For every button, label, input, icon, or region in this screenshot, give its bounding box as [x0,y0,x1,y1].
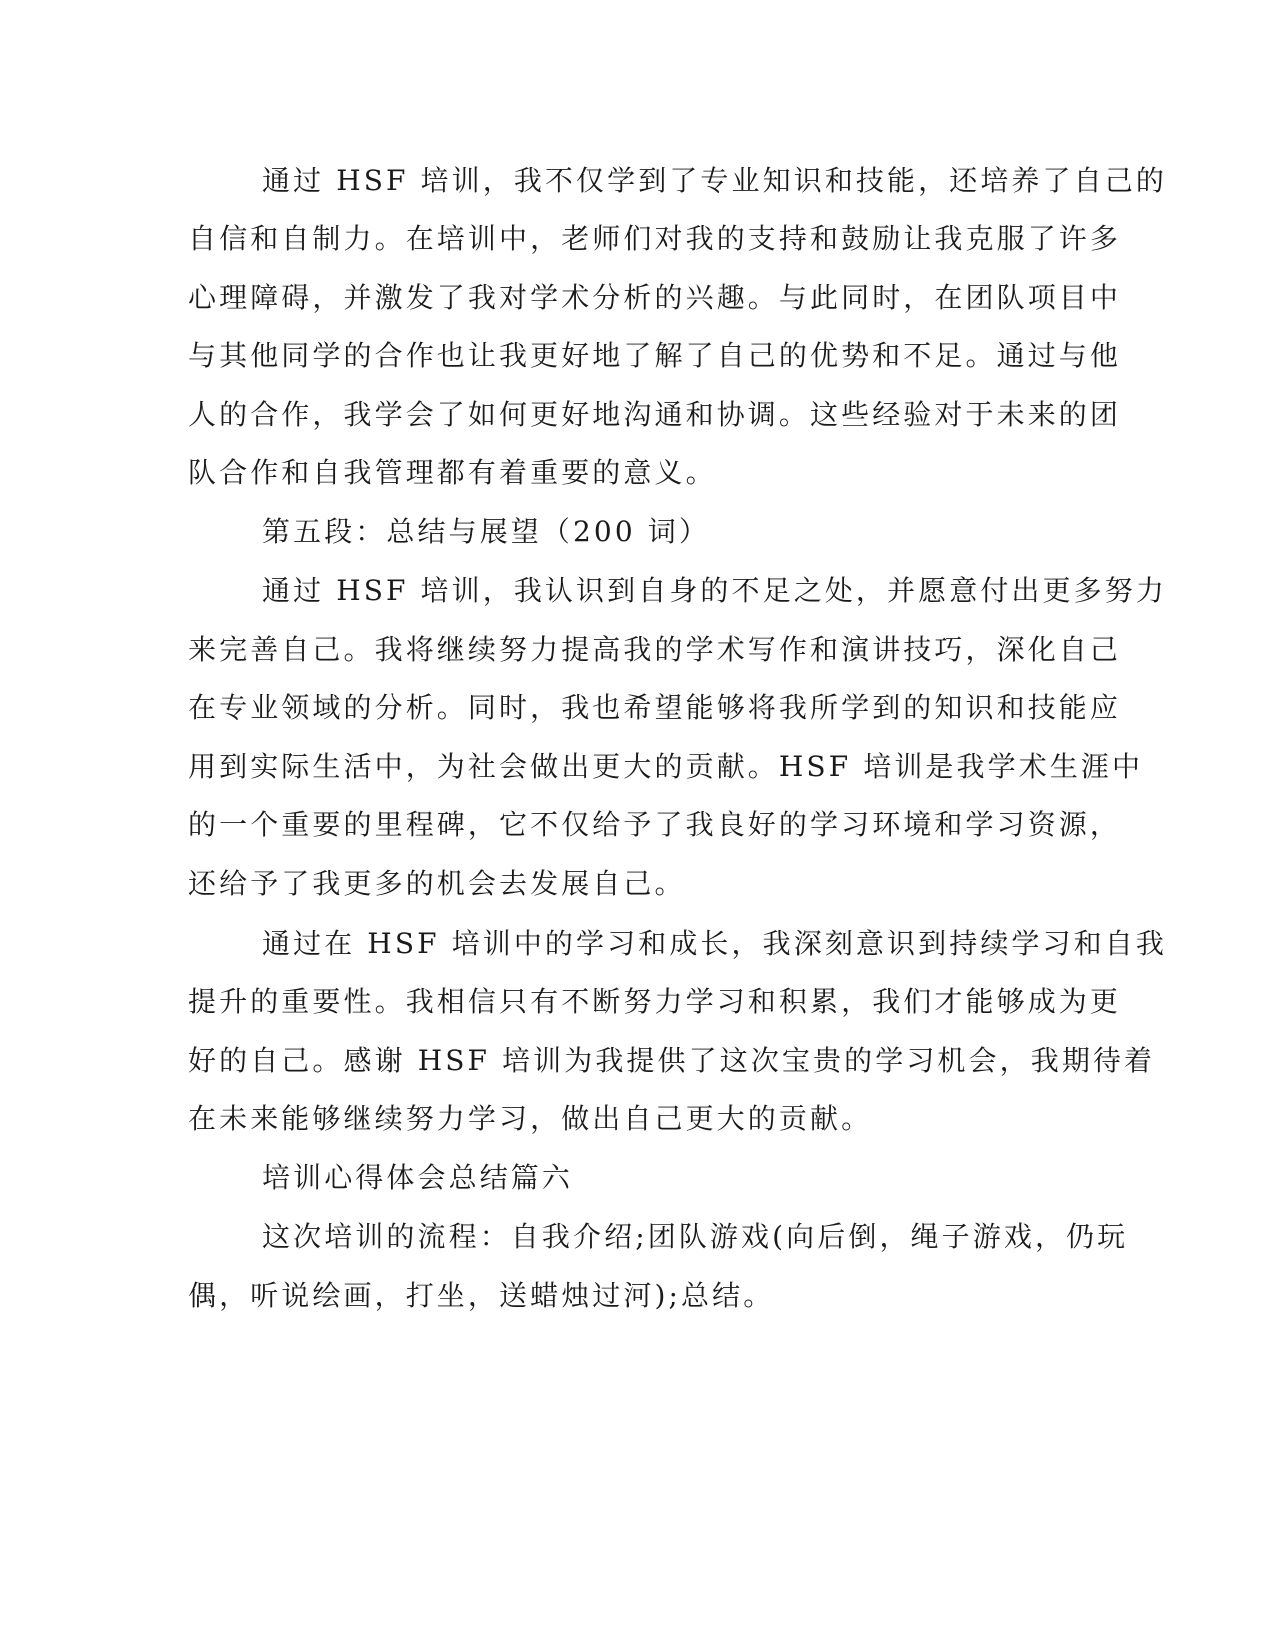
paragraph-line: 与其他同学的合作也让我更好地了解了自己的优势和不足。通过与他 [188,339,1122,372]
paragraph-line: 这次培训的流程：自我介绍;团队游戏(向后倒，绳子游戏，仍玩 [262,1220,1129,1253]
paragraph-line: 提升的重要性。我相信只有不断努力学习和积累，我们才能够成为更 [188,985,1122,1018]
paragraph-line: 人的合作，我学会了如何更好地沟通和协调。这些经验对于未来的团 [188,398,1122,431]
section-heading: 第五段：总结与展望（200 词） [262,515,710,548]
paragraph-line: 在未来能够继续努力学习，做出自己更大的贡献。 [188,1102,873,1135]
paragraph-line: 通过在 HSF 培训中的学习和成长，我深刻意识到持续学习和自我 [262,927,1167,960]
paragraph-line: 心理障碍，并激发了我对学术分析的兴趣。与此同时，在团队项目中 [188,281,1122,314]
paragraph-line: 的一个重要的里程碑，它不仅给予了我良好的学习环境和学习资源， [188,808,1122,841]
paragraph-line: 通过 HSF 培训，我不仅学到了专业知识和技能，还培养了自己的 [262,164,1167,197]
paragraph-line: 偶，听说绘画，打坐，送蜡烛过河);总结。 [188,1279,775,1312]
paragraph-line: 在专业领域的分析。同时，我也希望能够将我所学到的知识和技能应 [188,691,1122,724]
paragraph-line: 好的自己。感谢 HSF 培训为我提供了这次宝贵的学习机会，我期待着 [188,1044,1156,1077]
paragraph-line: 还给予了我更多的机会去发展自己。 [188,867,686,900]
paragraph-line: 队合作和自我管理都有着重要的意义。 [188,456,717,489]
section-heading: 培训心得体会总结篇六 [262,1161,574,1194]
paragraph-line: 来完善自己。我将继续努力提高我的学术写作和演讲技巧，深化自己 [188,633,1122,666]
paragraph-line: 用到实际生活中，为社会做出更大的贡献。HSF 培训是我学术生涯中 [188,750,1144,783]
paragraph-line: 通过 HSF 培训，我认识到自身的不足之处，并愿意付出更多努力 [262,574,1167,607]
paragraph-line: 自信和自制力。在培训中，老师们对我的支持和鼓励让我克服了许多 [188,222,1122,255]
